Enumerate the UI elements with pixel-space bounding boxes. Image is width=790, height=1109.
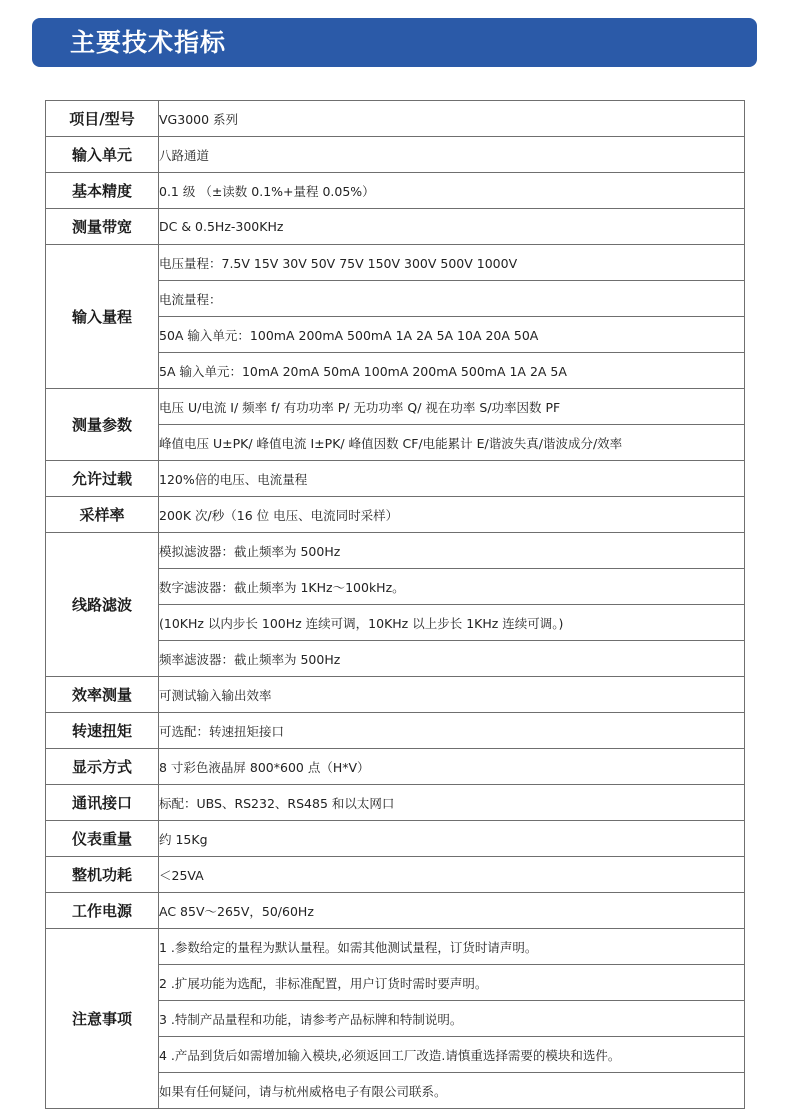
spec-value: 120%倍的电压、电流量程 [159,461,745,497]
spec-row [46,389,745,425]
section-header-banner [32,18,757,67]
spec-label: 显示方式 [46,749,159,785]
spec-value: 电流量程： [159,281,745,317]
spec-label: 效率测量 [46,677,159,713]
spec-value: 5A 输入单元：10mA 20mA 50mA 100mA 200mA 500mA 1A 2A 5A [159,353,745,389]
spec-label: 允许过载 [46,461,159,497]
spec-value: 8 寸彩色液晶屏 800*600 点（H*V） [159,749,745,785]
spec-value: 数字滤波器：截止频率为 1KHz～100kHz。 [159,569,745,605]
spec-label: 仪表重量 [46,821,159,857]
spec-label: 采样率 [46,497,159,533]
spec-label: 线路滤波 [46,533,159,677]
spec-label: 基本精度 [46,173,159,209]
spec-value: 频率滤波器：截止频率为 500Hz [159,641,745,677]
spec-row [46,245,745,281]
spec-label: 注意事项 [46,929,159,1109]
spec-label: 输入量程 [46,245,159,389]
spec-value: 可测试输入输出效率 [159,677,745,713]
spec-value: 0.1 级 （±读数 0.1%+量程 0.05%） [159,173,745,209]
spec-value: ＜25VA [159,857,745,893]
spec-value: 可选配：转速扭矩接口 [159,713,745,749]
spec-row [46,137,745,173]
spec-value: 峰值电压 U±PK/ 峰值电流 I±PK/ 峰值因数 CF/电能累计 E/谐波失真/谐波成分/效率 [159,425,745,461]
spec-label: 整机功耗 [46,857,159,893]
spec-label: 测量带宽 [46,209,159,245]
spec-row [46,713,745,749]
spec-value: 电压 U/电流 I/ 频率 f/ 有功功率 P/ 无功功率 Q/ 视在功率 S/功率因数 PF [159,389,745,425]
spec-value: DC & 0.5Hz-300KHz [159,209,745,245]
spec-value: 标配：UBS、RS232、RS485 和以太网口 [159,785,745,821]
spec-value: 200K 次/秒（16 位 电压、电流同时采样） [159,497,745,533]
spec-row [46,929,745,965]
spec-value: (10KHz 以内步长 100Hz 连续可调，10KHz 以上步长 1KHz 连续可调。) [159,605,745,641]
spec-label: 测量参数 [46,389,159,461]
spec-row [46,533,745,569]
spec-row [46,821,745,857]
spec-value: 1 .参数给定的量程为默认量程。如需其他测试量程，订货时请声明。 [159,929,745,965]
spec-row [46,893,745,929]
spec-row [46,497,745,533]
spec-row [46,101,745,137]
spec-row [46,785,745,821]
spec-value: 如果有任何疑问，请与杭州威格电子有限公司联系。 [159,1073,745,1109]
spec-row [46,461,745,497]
spec-value: 模拟滤波器：截止频率为 500Hz [159,533,745,569]
spec-value: 电压量程：7.5V 15V 30V 50V 75V 150V 300V 500V 1000V [159,245,745,281]
spec-table [45,100,745,1109]
section-title: 主要技术指标 [70,28,227,57]
spec-value: AC 85V～265V，50/60Hz [159,893,745,929]
spec-value: 八路通道 [159,137,745,173]
spec-value: 4 .产品到货后如需增加输入模块,必须返回工厂改造.请慎重选择需要的模块和选件。 [159,1037,745,1073]
spec-row [46,749,745,785]
spec-value: 50A 输入单元：100mA 200mA 500mA 1A 2A 5A 10A 20A 50A [159,317,745,353]
spec-label: 通讯接口 [46,785,159,821]
spec-label: 输入单元 [46,137,159,173]
spec-row [46,677,745,713]
spec-row [46,209,745,245]
spec-label: 工作电源 [46,893,159,929]
spec-value: 约 15Kg [159,821,745,857]
spec-row [46,173,745,209]
spec-value: VG3000 系列 [159,101,745,137]
spec-label: 项目/型号 [46,101,159,137]
spec-label: 转速扭矩 [46,713,159,749]
spec-value: 2 .扩展功能为选配，非标准配置，用户订货时需时要声明。 [159,965,745,1001]
spec-row [46,857,745,893]
spec-value: 3 .特制产品量程和功能，请参考产品标牌和特制说明。 [159,1001,745,1037]
